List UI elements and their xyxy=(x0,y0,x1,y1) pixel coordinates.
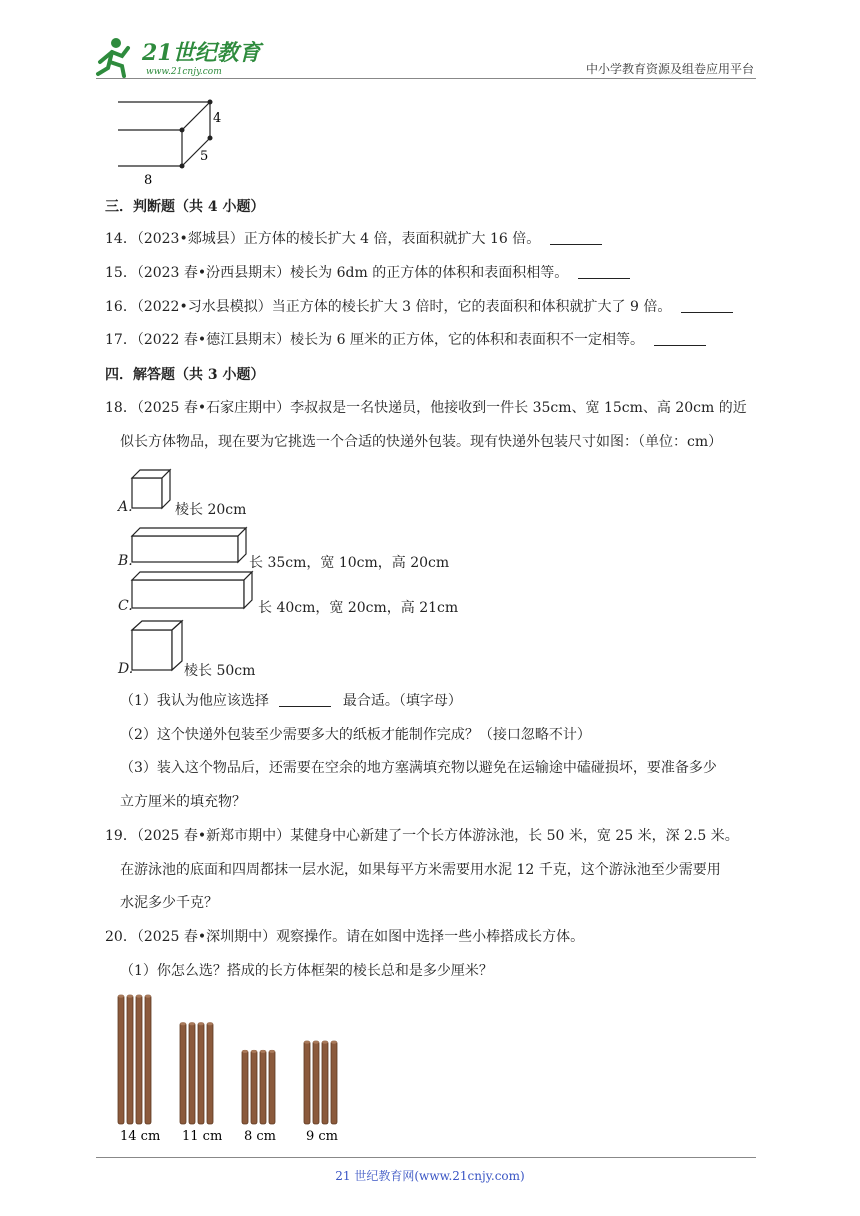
box-b-top xyxy=(132,528,246,536)
question-19-line-1: 19．（2025 春•新郑市期中）某健身中心新建了一个长方体游泳池，长 50 米，宽 25 米，深 2.5 米。 xyxy=(105,828,739,844)
question-15 xyxy=(105,263,630,283)
figure-label-width: 5 xyxy=(200,149,209,164)
question-15-text: 15．（2023 春•汾西县期末）棱长为 6dm 的正方体的体积和表面积相等。 xyxy=(105,265,569,281)
question-18-sub-3-line-2: 立方厘米的填充物？ xyxy=(120,794,246,810)
stick-group-label: 14 cm xyxy=(120,1129,161,1144)
stick-cap xyxy=(260,1050,266,1053)
question-18-sub-2: （2）这个快递外包装至少需要多大的纸板才能制作完成？（接口忽略不计） xyxy=(120,727,591,743)
question-18-sub-3-line-1: （3）装入这个物品后，还需要在空余的地方塞满填充物以避免在运输途中磕碰损坏，要准备多少 xyxy=(120,760,717,776)
box-a-front xyxy=(132,478,162,508)
figure-label-length: 8 xyxy=(144,173,153,186)
question-16 xyxy=(105,297,733,317)
stick-cap xyxy=(242,1050,248,1053)
stick-cap xyxy=(136,995,142,998)
section-3-title: 三．判断题（共 4 小题） xyxy=(105,199,265,215)
logo-title: 21世纪教育 xyxy=(142,40,261,66)
stick-cap xyxy=(127,995,133,998)
stick-11cm xyxy=(207,1023,213,1124)
stick-cap xyxy=(180,1022,186,1025)
figure-label-height: 4 xyxy=(213,111,222,126)
stick-11cm xyxy=(180,1023,186,1124)
stick-cap xyxy=(313,1041,319,1044)
site-logo xyxy=(94,34,264,82)
stick-9cm xyxy=(304,1041,310,1124)
stick-cap xyxy=(207,1022,213,1025)
stick-11cm xyxy=(198,1023,204,1124)
runner-logo-icon xyxy=(98,38,128,76)
stick-cap xyxy=(331,1041,337,1044)
sticks-figure xyxy=(112,988,362,1148)
logo-url: www.21cnjy.com xyxy=(146,67,222,77)
stick-group-label: 8 cm xyxy=(244,1129,277,1144)
box-c-front xyxy=(132,580,244,608)
box-c-top xyxy=(132,572,252,580)
stick-cap xyxy=(251,1050,257,1053)
stick-14cm xyxy=(136,995,142,1124)
box-d-side xyxy=(172,621,182,670)
stick-cap xyxy=(118,995,124,998)
stick-11cm xyxy=(189,1023,195,1124)
stick-8cm xyxy=(242,1050,248,1124)
box-b-front xyxy=(132,536,238,562)
question-16-text: 16．（2022•习水县模拟）当正方体的棱长扩大 3 倍时，它的表面积和体积就扩大了 9 倍。 xyxy=(105,299,672,315)
question-14 xyxy=(105,229,602,249)
stick-cap xyxy=(189,1022,195,1025)
question-20-line-1: 20．（2025 春•深圳期中）观察操作。请在如图中选择一些小棒搭成长方体。 xyxy=(105,929,585,945)
stick-9cm xyxy=(313,1041,319,1124)
answer-blank-15[interactable] xyxy=(578,264,630,279)
section-4-title: 四．解答题（共 3 小题） xyxy=(105,367,265,383)
question-19-line-2: 在游泳池的底面和四周都抹一层水泥，如果每平方米需要用水泥 12 千克，这个游泳池至少需要用 xyxy=(120,862,721,878)
question-18-sub-1-suffix: 最合适。（填字母） xyxy=(342,693,462,709)
answer-blank-18-1[interactable] xyxy=(279,692,331,707)
question-20-sub-1: （1）你怎么选？搭成的长方体框架的棱长总和是多少厘米？ xyxy=(120,963,493,979)
stick-14cm xyxy=(127,995,133,1124)
question-17 xyxy=(105,330,706,350)
answer-blank-14[interactable] xyxy=(550,230,602,245)
cuboid-figure xyxy=(112,94,232,190)
question-18-sub-1 xyxy=(120,691,462,711)
option-a-letter: A. xyxy=(118,499,133,515)
option-c-letter: C. xyxy=(118,598,133,614)
question-18-sub-1-text: （1）我认为他应该选择 xyxy=(120,693,269,709)
stick-cap xyxy=(269,1050,275,1053)
question-17-text: 17．（2022 春•德江县期末）棱长为 6 厘米的正方体，它的体积和表面积不一定相等。 xyxy=(105,332,644,348)
stick-9cm xyxy=(331,1041,337,1124)
option-a-text: 棱长 20cm xyxy=(175,502,247,518)
stick-group-label: 9 cm xyxy=(306,1129,339,1144)
stick-8cm xyxy=(251,1050,257,1124)
option-b-letter: B. xyxy=(118,553,133,569)
question-18-line-2: 似长方体物品，现在要为它挑选一个合适的快递外包装。现有快递外包装尺寸如图：（单位：cm） xyxy=(120,434,723,450)
option-d-letter: D. xyxy=(118,661,134,677)
option-b-text: 长 35cm，宽 10cm，高 20cm xyxy=(249,555,450,571)
option-d-text: 棱长 50cm xyxy=(184,663,256,679)
stick-group-label: 11 cm xyxy=(182,1129,223,1144)
stick-9cm xyxy=(322,1041,328,1124)
stick-cap xyxy=(322,1041,328,1044)
stick-cap xyxy=(198,1022,204,1025)
answer-blank-16[interactable] xyxy=(681,298,733,313)
stick-14cm xyxy=(118,995,124,1124)
stick-8cm xyxy=(269,1050,275,1124)
box-d-front xyxy=(132,630,172,670)
question-19-line-3: 水泥多少千克？ xyxy=(120,895,218,911)
option-c-text: 长 40cm，宽 20cm，高 21cm xyxy=(258,600,459,616)
footer-divider xyxy=(96,1157,756,1158)
stick-14cm xyxy=(145,995,151,1124)
answer-blank-17[interactable] xyxy=(654,331,706,346)
header-divider xyxy=(96,78,756,79)
question-14-text: 14．（2023•郯城县）正方体的棱长扩大 4 倍，表面积就扩大 16 倍。 xyxy=(105,231,541,247)
stick-8cm xyxy=(260,1050,266,1124)
footer-text: 21 世纪教育网(www.21cnjy.com) xyxy=(335,1169,525,1183)
header-platform-text: 中小学教育资源及组卷应用平台 xyxy=(585,62,754,76)
stick-cap xyxy=(145,995,151,998)
question-18-line-1: 18．（2025 春•石家庄期中）李叔叔是一名快递员，他接收到一件长 35cm、宽 15cm、高 20cm 的近 xyxy=(105,400,747,416)
stick-cap xyxy=(304,1041,310,1044)
